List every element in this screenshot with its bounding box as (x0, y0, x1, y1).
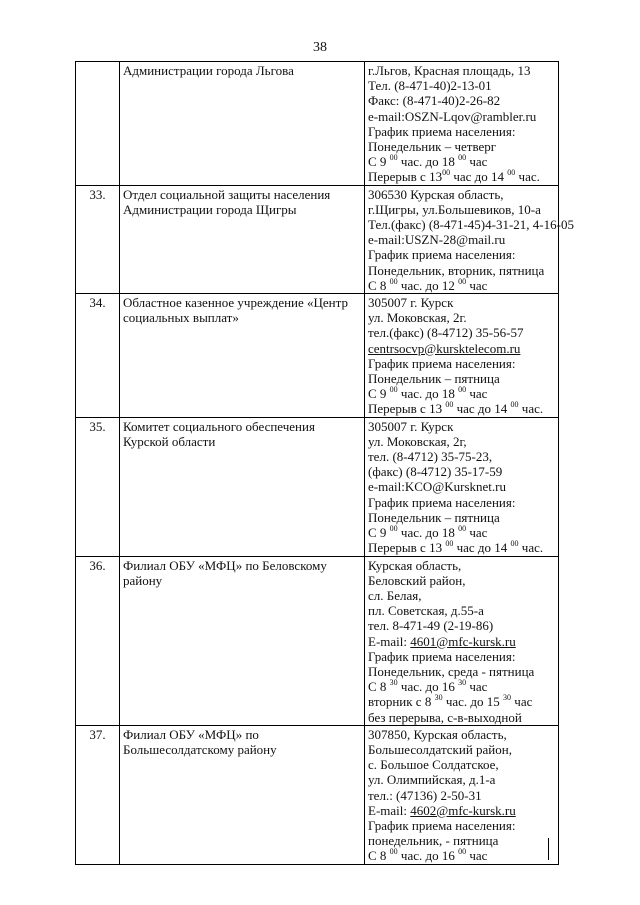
info-text: Перерыв с 13 (368, 401, 446, 417)
info-line (368, 63, 555, 78)
info-line (368, 727, 555, 742)
info-text: Курская область, (368, 557, 462, 573)
organization-name (120, 556, 365, 725)
info-line (368, 495, 555, 510)
info-line (368, 325, 555, 340)
info-text: тел. (8-4712) 35-75-23, (368, 449, 493, 465)
contact-info (365, 62, 559, 186)
info-line (368, 386, 555, 401)
info-text: тел.(факс) (8-4712) 35-56-57 (368, 325, 524, 341)
info-text: С 9 (368, 154, 390, 170)
superscript-minutes: 00 (445, 400, 454, 410)
info-text: час. до 16 (397, 679, 459, 695)
info-line (368, 573, 555, 588)
info-line (368, 247, 555, 262)
info-text: E-mail: (368, 802, 411, 818)
info-line (368, 818, 555, 833)
contact-info (365, 185, 574, 293)
info-line (368, 603, 555, 618)
info-text: час (466, 525, 488, 541)
contact-info (365, 417, 559, 556)
contact-info (365, 725, 559, 864)
superscript-minutes: 00 (507, 168, 516, 178)
superscript-minutes: 30 (503, 693, 512, 703)
org-line: Администрации города Щигры (123, 201, 297, 217)
info-text: час. (518, 401, 544, 417)
superscript-minutes: 00 (458, 847, 467, 857)
superscript-minutes: 00 (389, 276, 398, 286)
row-number: 35. (76, 417, 120, 556)
info-text: (факс) (8-4712) 35-17-59 (368, 464, 503, 480)
info-text: час. до 18 (397, 154, 459, 170)
info-text: Большесолдатский район, (368, 741, 512, 757)
info-text: ул. Олимпийская, д.1-а (368, 772, 496, 788)
info-line (368, 694, 555, 709)
superscript-minutes: 00 (510, 400, 519, 410)
info-line (368, 588, 555, 603)
info-text: час (466, 154, 488, 170)
info-text: 305007 г. Курск (368, 418, 454, 434)
info-text: час. до 12 (397, 277, 459, 293)
email-link[interactable]: 4601@mfc-kursk.ru (410, 633, 516, 649)
info-text: сл. Белая, (368, 587, 422, 603)
table-row (76, 62, 559, 186)
info-text: тел.: (47136) 2-50-31 (368, 787, 482, 803)
info-line (368, 419, 555, 434)
info-line (368, 202, 555, 217)
info-text: г.Льгов, Красная площадь, 13 (368, 63, 531, 78)
info-text: График приема населения: (368, 494, 516, 510)
info-line (368, 78, 555, 93)
info-line (368, 232, 555, 247)
info-text: ул. Моковская, 2г. (368, 310, 467, 326)
info-line (368, 93, 555, 108)
info-text: час до 14 (450, 169, 508, 185)
email-link[interactable]: centrsocvp@kursktelecom.ru (368, 340, 521, 356)
info-line (368, 263, 555, 278)
organization-name (120, 294, 365, 418)
info-text: e-mail:KCO@Kursknet.ru (368, 479, 506, 495)
info-text: пл. Советская, д.55-а (368, 603, 484, 619)
info-text: ул. Моковская, 2г, (368, 433, 467, 449)
org-line: Комитет социального обеспечения (123, 418, 315, 434)
info-line (368, 742, 555, 757)
info-line (368, 371, 555, 386)
info-line (368, 679, 555, 694)
org-line: Филиал ОБУ «МФЦ» по (123, 726, 259, 742)
info-line (368, 187, 555, 202)
info-text: Тел. (8-471-40)2-13-01 (368, 78, 492, 94)
info-text: С 9 (368, 386, 390, 402)
info-line (368, 217, 574, 233)
info-text: час. до 18 (397, 525, 459, 541)
superscript-minutes: 00 (445, 539, 454, 549)
info-text: С 8 (368, 848, 390, 864)
info-text: Понедельник – четверг (368, 139, 497, 155)
info-text: Понедельник, вторник, пятница (368, 262, 545, 278)
info-line (368, 310, 555, 325)
info-text: График приема населения: (368, 817, 516, 833)
info-line (368, 558, 555, 573)
info-line (368, 618, 555, 633)
info-line (368, 525, 555, 540)
info-line (368, 401, 555, 416)
info-line (368, 479, 555, 494)
superscript-minutes: 00 (458, 524, 467, 534)
info-text: e-mail:USZN-28@mail.ru (368, 232, 506, 248)
info-line (368, 356, 555, 371)
superscript-minutes: 30 (458, 678, 467, 688)
info-line (368, 757, 555, 772)
info-line (368, 139, 555, 154)
info-text: Перерыв с 13 (368, 169, 443, 185)
info-line (368, 772, 555, 787)
superscript-minutes: 00 (389, 524, 398, 534)
org-line: Филиал ОБУ «МФЦ» по Беловскому (123, 557, 327, 573)
info-text: График приема населения: (368, 648, 516, 664)
info-text: Понедельник – пятница (368, 509, 500, 525)
superscript-minutes: 00 (389, 385, 398, 395)
info-text: час до 14 (453, 401, 511, 417)
info-text: понедельник, - пятница (368, 833, 499, 849)
org-line: Отдел социальной защиты населения (123, 186, 331, 202)
info-text: E-mail: (368, 633, 411, 649)
org-line: социальных выплат» (123, 310, 239, 326)
info-text: час. до 18 (397, 386, 459, 402)
info-text: час (466, 679, 488, 695)
table-row (76, 294, 559, 418)
info-line (368, 434, 555, 449)
info-line (368, 803, 555, 818)
row-number: 36. (76, 556, 120, 725)
info-line (368, 540, 555, 555)
superscript-minutes: 00 (458, 385, 467, 395)
table-row (76, 417, 559, 556)
info-line (368, 664, 555, 679)
info-text: С 9 (368, 525, 390, 541)
info-text: час. до 16 (397, 848, 459, 864)
info-line (368, 278, 555, 293)
row-number: 37. (76, 725, 120, 864)
organization-name (120, 62, 365, 186)
superscript-minutes: 00 (442, 168, 451, 178)
org-line: Администрации города Льгова (123, 63, 294, 78)
info-line (368, 295, 555, 310)
info-text: Понедельник, среда - пятница (368, 663, 535, 679)
info-text: час (466, 277, 488, 293)
superscript-minutes: 00 (458, 153, 467, 163)
info-text: тел. 8-471-49 (2-19-86) (368, 618, 494, 634)
email-link[interactable]: 4602@mfc-kursk.ru (410, 802, 516, 818)
table-row (76, 556, 559, 725)
info-text: 305007 г. Курск (368, 295, 454, 311)
info-text: без перерыва, с-в-выходной (368, 709, 522, 725)
info-text: График приема населения: (368, 247, 516, 263)
info-text: С 8 (368, 277, 390, 293)
row-number (76, 62, 120, 186)
info-text: час. до 15 (442, 694, 504, 710)
superscript-minutes: 30 (389, 678, 398, 688)
info-text: 306530 Курская область, (368, 186, 504, 202)
org-line: Областное казенное учреждение «Центр (123, 295, 348, 311)
row-number: 33. (76, 185, 120, 293)
info-line (368, 833, 555, 848)
info-line (368, 634, 555, 649)
info-line (368, 464, 555, 479)
info-text: час. (515, 169, 540, 185)
info-line (368, 510, 555, 525)
info-text: e-mail:OSZN-Lqov@rambler.ru (368, 108, 537, 124)
superscript-minutes: 00 (389, 847, 398, 857)
table-row (76, 185, 559, 293)
info-line (368, 124, 555, 139)
page-number: 38 (313, 40, 327, 55)
info-line (368, 788, 555, 803)
table-row (76, 725, 559, 864)
organization-name (120, 185, 365, 293)
info-line (368, 649, 555, 664)
org-line: району (123, 572, 163, 588)
info-line (368, 848, 555, 863)
contact-info (365, 294, 559, 418)
info-text: вторник с 8 (368, 694, 435, 710)
contact-info (365, 556, 559, 725)
info-text: Тел.(факс) (8-471-45)4-31-21, 4-16-05 (368, 217, 574, 233)
info-text: Беловский район, (368, 572, 466, 588)
info-text: Понедельник – пятница (368, 371, 500, 387)
info-line (368, 169, 555, 184)
directory-table (75, 61, 574, 865)
info-text: час (466, 386, 488, 402)
info-line (368, 710, 555, 725)
row-number: 34. (76, 294, 120, 418)
info-line (368, 154, 555, 169)
info-text: час (466, 848, 488, 864)
info-line (368, 341, 555, 356)
info-text: час. (518, 540, 544, 556)
org-line: Курской области (123, 433, 216, 449)
info-text: час (511, 694, 533, 710)
superscript-minutes: 00 (458, 276, 467, 286)
info-text: График приема населения: (368, 355, 516, 371)
info-text: Факс: (8-471-40)2-26-82 (368, 93, 501, 109)
info-text: с. Большое Солдатское, (368, 757, 499, 773)
superscript-minutes: 30 (434, 693, 443, 703)
margin-mark (548, 838, 549, 860)
info-text: 307850, Курская область, (368, 726, 507, 742)
info-text: Перерыв с 13 (368, 540, 446, 556)
info-line (368, 449, 555, 464)
info-text: С 8 (368, 679, 390, 695)
info-text: График приема населения: (368, 123, 516, 139)
organization-name (120, 725, 365, 864)
org-line: Большесолдатскому району (123, 741, 277, 757)
organization-name (120, 417, 365, 556)
superscript-minutes: 00 (510, 539, 519, 549)
info-text: час до 14 (453, 540, 511, 556)
info-line (368, 109, 555, 124)
info-text: г.Щигры, ул.Большевиков, 10-а (368, 201, 541, 217)
superscript-minutes: 00 (389, 153, 398, 163)
